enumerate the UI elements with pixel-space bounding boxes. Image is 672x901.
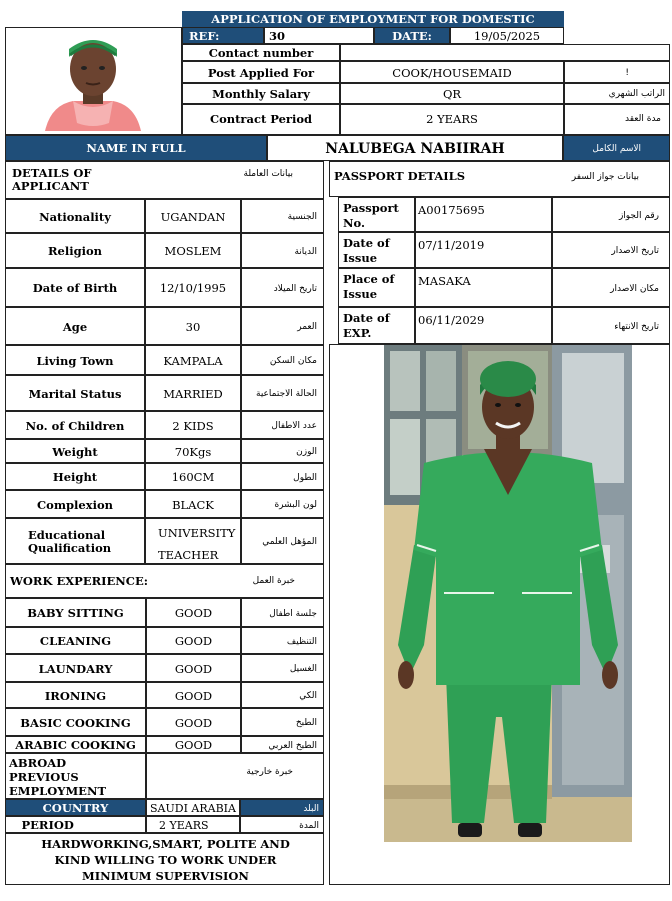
name-value-cell bbox=[267, 135, 563, 161]
applicant-field-label: Living Town bbox=[36, 353, 114, 368]
period-value: 2 YEARS bbox=[159, 819, 209, 832]
period-ar: المدة bbox=[299, 821, 319, 831]
work-label-cell bbox=[5, 654, 146, 682]
salary-value-cell bbox=[340, 83, 564, 104]
ref-value: 30 bbox=[269, 29, 286, 43]
applicant-ar-cell bbox=[241, 490, 324, 518]
applicant-field-value-line2: TEACHER bbox=[158, 548, 219, 562]
applicant-heading-cell bbox=[5, 161, 324, 199]
salary-ar-cell bbox=[564, 83, 670, 104]
work-skill-value: GOOD bbox=[174, 606, 213, 620]
name-label-cell bbox=[5, 135, 267, 161]
passport-label-cell bbox=[338, 268, 415, 307]
passport-field-ar: مكان الاصدار bbox=[610, 283, 659, 294]
applicant-field-ar: تاريخ الميلاد bbox=[273, 283, 317, 294]
work-skill-label: IRONING bbox=[44, 688, 107, 703]
applicant-ar-cell bbox=[241, 233, 324, 268]
work-skill-value: GOOD bbox=[174, 738, 213, 752]
applicant-value-cell bbox=[145, 518, 241, 564]
ref-label: REF: bbox=[189, 29, 220, 43]
applicant-field-ar: لون البشرة bbox=[274, 500, 317, 510]
post-label-cell bbox=[182, 61, 340, 83]
ref-value-cell bbox=[264, 27, 374, 44]
post-ar: ! bbox=[625, 68, 629, 78]
applicant-ar-cell bbox=[241, 463, 324, 490]
passport-field-label: Date of EXP. bbox=[343, 311, 390, 340]
post-value: COOK/HOUSEMAID bbox=[392, 66, 512, 80]
applicant-ar-cell bbox=[241, 199, 324, 233]
name-ar: الاسم الكامل bbox=[592, 144, 641, 154]
work-skill-value: GOOD bbox=[174, 661, 213, 676]
applicant-ar-cell bbox=[241, 439, 324, 463]
passport-field-value: MASAKA bbox=[418, 274, 471, 288]
applicant-label-cell bbox=[5, 463, 145, 490]
full-body-photo bbox=[384, 345, 632, 842]
passport-field-label: Date of Issue bbox=[343, 236, 390, 265]
work-skill-ar: الطبخ bbox=[295, 718, 317, 728]
applicant-ar-cell bbox=[241, 307, 324, 345]
passport-heading: PASSPORT DETAILS bbox=[334, 169, 466, 183]
work-skill-ar: الغسيل bbox=[289, 664, 317, 674]
country-label: COUNTRY bbox=[42, 801, 109, 815]
applicant-value-cell bbox=[145, 199, 241, 233]
work-label-cell bbox=[5, 708, 146, 736]
post-value-cell bbox=[340, 61, 564, 83]
applicant-field-value: KAMPALA bbox=[163, 353, 223, 368]
applicant-label-cell bbox=[5, 199, 145, 233]
applicant-value-cell bbox=[145, 268, 241, 307]
work-value-cell bbox=[146, 708, 241, 736]
work-value-cell bbox=[146, 736, 241, 753]
applicant-ar-cell bbox=[241, 411, 324, 439]
applicant-field-ar: عدد الاطفال bbox=[271, 421, 317, 431]
passport-field-label: Place of Issue bbox=[343, 272, 395, 301]
applicant-field-value: 12/10/1995 bbox=[159, 281, 227, 295]
applicant-portrait bbox=[43, 31, 143, 131]
applicant-label-cell bbox=[5, 490, 145, 518]
work-skill-label: BABY SITTING bbox=[27, 606, 124, 620]
work-label-cell bbox=[5, 627, 146, 654]
applicant-field-value: 160CM bbox=[171, 470, 215, 484]
form-title-bar bbox=[182, 11, 564, 27]
work-heading: WORK EXPERIENCE: bbox=[10, 574, 148, 588]
salary-label-cell bbox=[182, 83, 340, 104]
work-value-cell bbox=[146, 682, 241, 708]
applicant-field-value: UNIVERSITY bbox=[158, 526, 236, 540]
work-skill-ar: جلسة اطفال bbox=[269, 608, 317, 619]
passport-heading-cell bbox=[329, 161, 670, 197]
applicant-field-label: Weight bbox=[52, 444, 98, 459]
applicant-field-value: MOSLEM bbox=[164, 244, 222, 258]
passport-ar-cell bbox=[552, 197, 670, 232]
applicant-label-cell bbox=[5, 233, 145, 268]
applicant-heading: DETAILS OF APPLICANT bbox=[12, 166, 92, 193]
abroad-label: ABROAD PREVIOUS EMPLOYMENT bbox=[9, 756, 107, 798]
contract-value-cell bbox=[340, 104, 564, 135]
passport-label-cell bbox=[338, 307, 415, 344]
passport-ar-cell bbox=[552, 268, 670, 307]
applicant-field-label: Educational Qualification bbox=[28, 528, 112, 555]
contact-value-cell bbox=[340, 44, 670, 61]
work-heading-cell bbox=[5, 564, 324, 598]
salary-ar: الراتب الشهري bbox=[608, 89, 665, 99]
applicant-field-value: 2 KIDS bbox=[172, 418, 214, 433]
applicant-heading-ar: بيانات العاملة bbox=[243, 169, 293, 179]
country-label-cell bbox=[5, 799, 146, 816]
applicant-field-label: Complexion bbox=[37, 497, 113, 512]
work-skill-label: LAUNDARY bbox=[38, 661, 113, 676]
passport-heading-ar: بيانات جواز السفر bbox=[571, 172, 639, 182]
applicant-label-cell bbox=[5, 345, 145, 375]
applicant-field-ar: الوزن bbox=[296, 447, 317, 457]
work-value-cell bbox=[146, 627, 241, 654]
passport-label-cell bbox=[338, 232, 415, 268]
period-label: PERIOD bbox=[21, 818, 74, 832]
post-label: Post Applied For bbox=[207, 66, 315, 80]
applicant-value-cell bbox=[145, 490, 241, 518]
country-ar: البلد bbox=[303, 804, 319, 814]
applicant-field-label: Age bbox=[62, 319, 88, 334]
work-ar-cell bbox=[241, 736, 324, 753]
date-value: 19/05/2025 bbox=[473, 29, 541, 43]
applicant-field-value: 70Kgs bbox=[174, 444, 212, 459]
work-skill-ar: الكي bbox=[299, 691, 317, 701]
contract-value: 2 YEARS bbox=[426, 112, 478, 126]
work-skill-value: GOOD bbox=[174, 688, 213, 703]
applicant-ar-cell bbox=[241, 345, 324, 375]
applicant-field-value: UGANDAN bbox=[160, 209, 226, 224]
country-value-cell bbox=[146, 799, 240, 816]
applicant-field-value: MARRIED bbox=[163, 386, 223, 401]
work-skill-label: ARABIC COOKING bbox=[15, 738, 136, 752]
work-skill-value: GOOD bbox=[174, 715, 213, 730]
applicant-field-value: 30 bbox=[185, 319, 201, 334]
name-value: NALUBEGA NABIIRAH bbox=[325, 141, 505, 157]
passport-value-cell bbox=[415, 268, 552, 307]
applicant-label-cell bbox=[5, 307, 145, 345]
applicant-label-cell bbox=[5, 518, 145, 564]
date-label: DATE: bbox=[392, 29, 432, 43]
work-heading-ar: خبرة العمل bbox=[252, 576, 295, 586]
applicant-label-cell bbox=[5, 411, 145, 439]
applicant-field-ar: الجنسية bbox=[287, 212, 317, 222]
applicant-field-ar: الديانة bbox=[294, 246, 317, 257]
date-value-cell bbox=[450, 27, 564, 44]
passport-field-label: Passport No. bbox=[343, 201, 399, 230]
applicant-ar-cell bbox=[241, 518, 324, 564]
country-ar-cell bbox=[240, 799, 324, 816]
applicant-ar-cell bbox=[241, 268, 324, 307]
remarks-cell bbox=[5, 833, 324, 885]
portrait-frame bbox=[5, 27, 182, 135]
passport-value-cell bbox=[415, 232, 552, 268]
applicant-value-cell bbox=[145, 411, 241, 439]
contract-label: Contract Period bbox=[209, 112, 313, 126]
work-skill-value: GOOD bbox=[174, 634, 213, 648]
applicant-value-cell bbox=[145, 233, 241, 268]
work-ar-cell bbox=[241, 708, 324, 736]
form-title: APPLICATION OF EMPLOYMENT FOR DOMESTIC bbox=[211, 12, 535, 26]
name-ar-cell bbox=[563, 135, 670, 161]
applicant-value-cell bbox=[145, 463, 241, 490]
abroad-ar: خبرة خارجية bbox=[246, 767, 293, 777]
work-value-cell bbox=[146, 654, 241, 682]
applicant-label-cell bbox=[5, 375, 145, 411]
work-ar-cell bbox=[241, 654, 324, 682]
passport-label-cell bbox=[338, 197, 415, 232]
work-ar-cell bbox=[241, 627, 324, 654]
period-label-cell bbox=[5, 816, 146, 833]
post-ar-cell bbox=[564, 61, 670, 83]
applicant-field-value: BLACK bbox=[172, 497, 214, 512]
work-skill-ar: التنظيف bbox=[286, 636, 317, 647]
applicant-field-label: Height bbox=[52, 470, 98, 484]
work-ar-cell bbox=[241, 598, 324, 627]
passport-field-value: 07/11/2019 bbox=[418, 238, 485, 252]
work-skill-label: CLEANING bbox=[39, 634, 112, 648]
salary-label: Monthly Salary bbox=[212, 87, 310, 101]
applicant-field-label: Nationality bbox=[39, 209, 111, 224]
contact-label-cell bbox=[182, 44, 340, 61]
applicant-field-label: Religion bbox=[47, 244, 103, 258]
passport-field-ar: تاريخ الانتهاء bbox=[614, 321, 659, 332]
date-label-cell bbox=[374, 27, 450, 44]
country-value: SAUDI ARABIA bbox=[150, 802, 236, 815]
period-value-cell bbox=[146, 816, 240, 833]
passport-field-value: A00175695 bbox=[418, 203, 485, 217]
applicant-field-ar: العمر bbox=[297, 322, 317, 332]
name-label: NAME IN FULL bbox=[86, 141, 186, 155]
passport-field-value: 06/11/2029 bbox=[418, 313, 485, 327]
applicant-field-ar: المؤهل العلمي bbox=[262, 537, 317, 547]
work-skill-ar: الطبخ العربي bbox=[268, 740, 317, 751]
contract-label-cell bbox=[182, 104, 340, 135]
contract-ar: مدة العقد bbox=[625, 114, 661, 124]
passport-value-cell bbox=[415, 197, 552, 232]
work-value-cell bbox=[146, 598, 241, 627]
passport-ar-cell bbox=[552, 307, 670, 344]
salary-value: QR bbox=[442, 87, 462, 101]
passport-value-cell bbox=[415, 307, 552, 344]
applicant-field-label: No. of Children bbox=[25, 418, 125, 433]
applicant-value-cell bbox=[145, 375, 241, 411]
applicant-field-ar: الحالة الاجتماعية bbox=[256, 389, 317, 399]
applicant-value-cell bbox=[145, 307, 241, 345]
ref-label-cell bbox=[182, 27, 264, 44]
applicant-field-ar: مكان السكن bbox=[269, 356, 317, 366]
period-ar-cell bbox=[240, 816, 324, 833]
work-label-cell bbox=[5, 682, 146, 708]
passport-field-ar: تاريخ الاصدار bbox=[611, 246, 659, 256]
applicant-value-cell bbox=[145, 439, 241, 463]
work-label-cell bbox=[5, 598, 146, 627]
abroad-label-cell bbox=[5, 753, 146, 799]
applicant-field-ar: الطول bbox=[293, 472, 317, 483]
work-label-cell bbox=[5, 736, 146, 753]
passport-field-ar: رقم الجواز bbox=[618, 210, 659, 221]
contract-ar-cell bbox=[564, 104, 670, 135]
applicant-label-cell bbox=[5, 439, 145, 463]
applicant-value-cell bbox=[145, 345, 241, 375]
remarks-text: HARDWORKING,SMART, POLITE AND KIND WILLING TO WORK UNDER MINIMUM SUPERVISION bbox=[41, 837, 290, 883]
applicant-ar-cell bbox=[241, 375, 324, 411]
applicant-label-cell bbox=[5, 268, 145, 307]
work-skill-label: BASIC COOKING bbox=[20, 715, 131, 730]
abroad-value-cell bbox=[146, 753, 324, 799]
contact-label: Contact number bbox=[208, 46, 314, 60]
passport-ar-cell bbox=[552, 232, 670, 268]
applicant-field-label: Marital Status bbox=[28, 386, 122, 401]
work-ar-cell bbox=[241, 682, 324, 708]
applicant-field-label: Date of Birth bbox=[32, 281, 118, 295]
